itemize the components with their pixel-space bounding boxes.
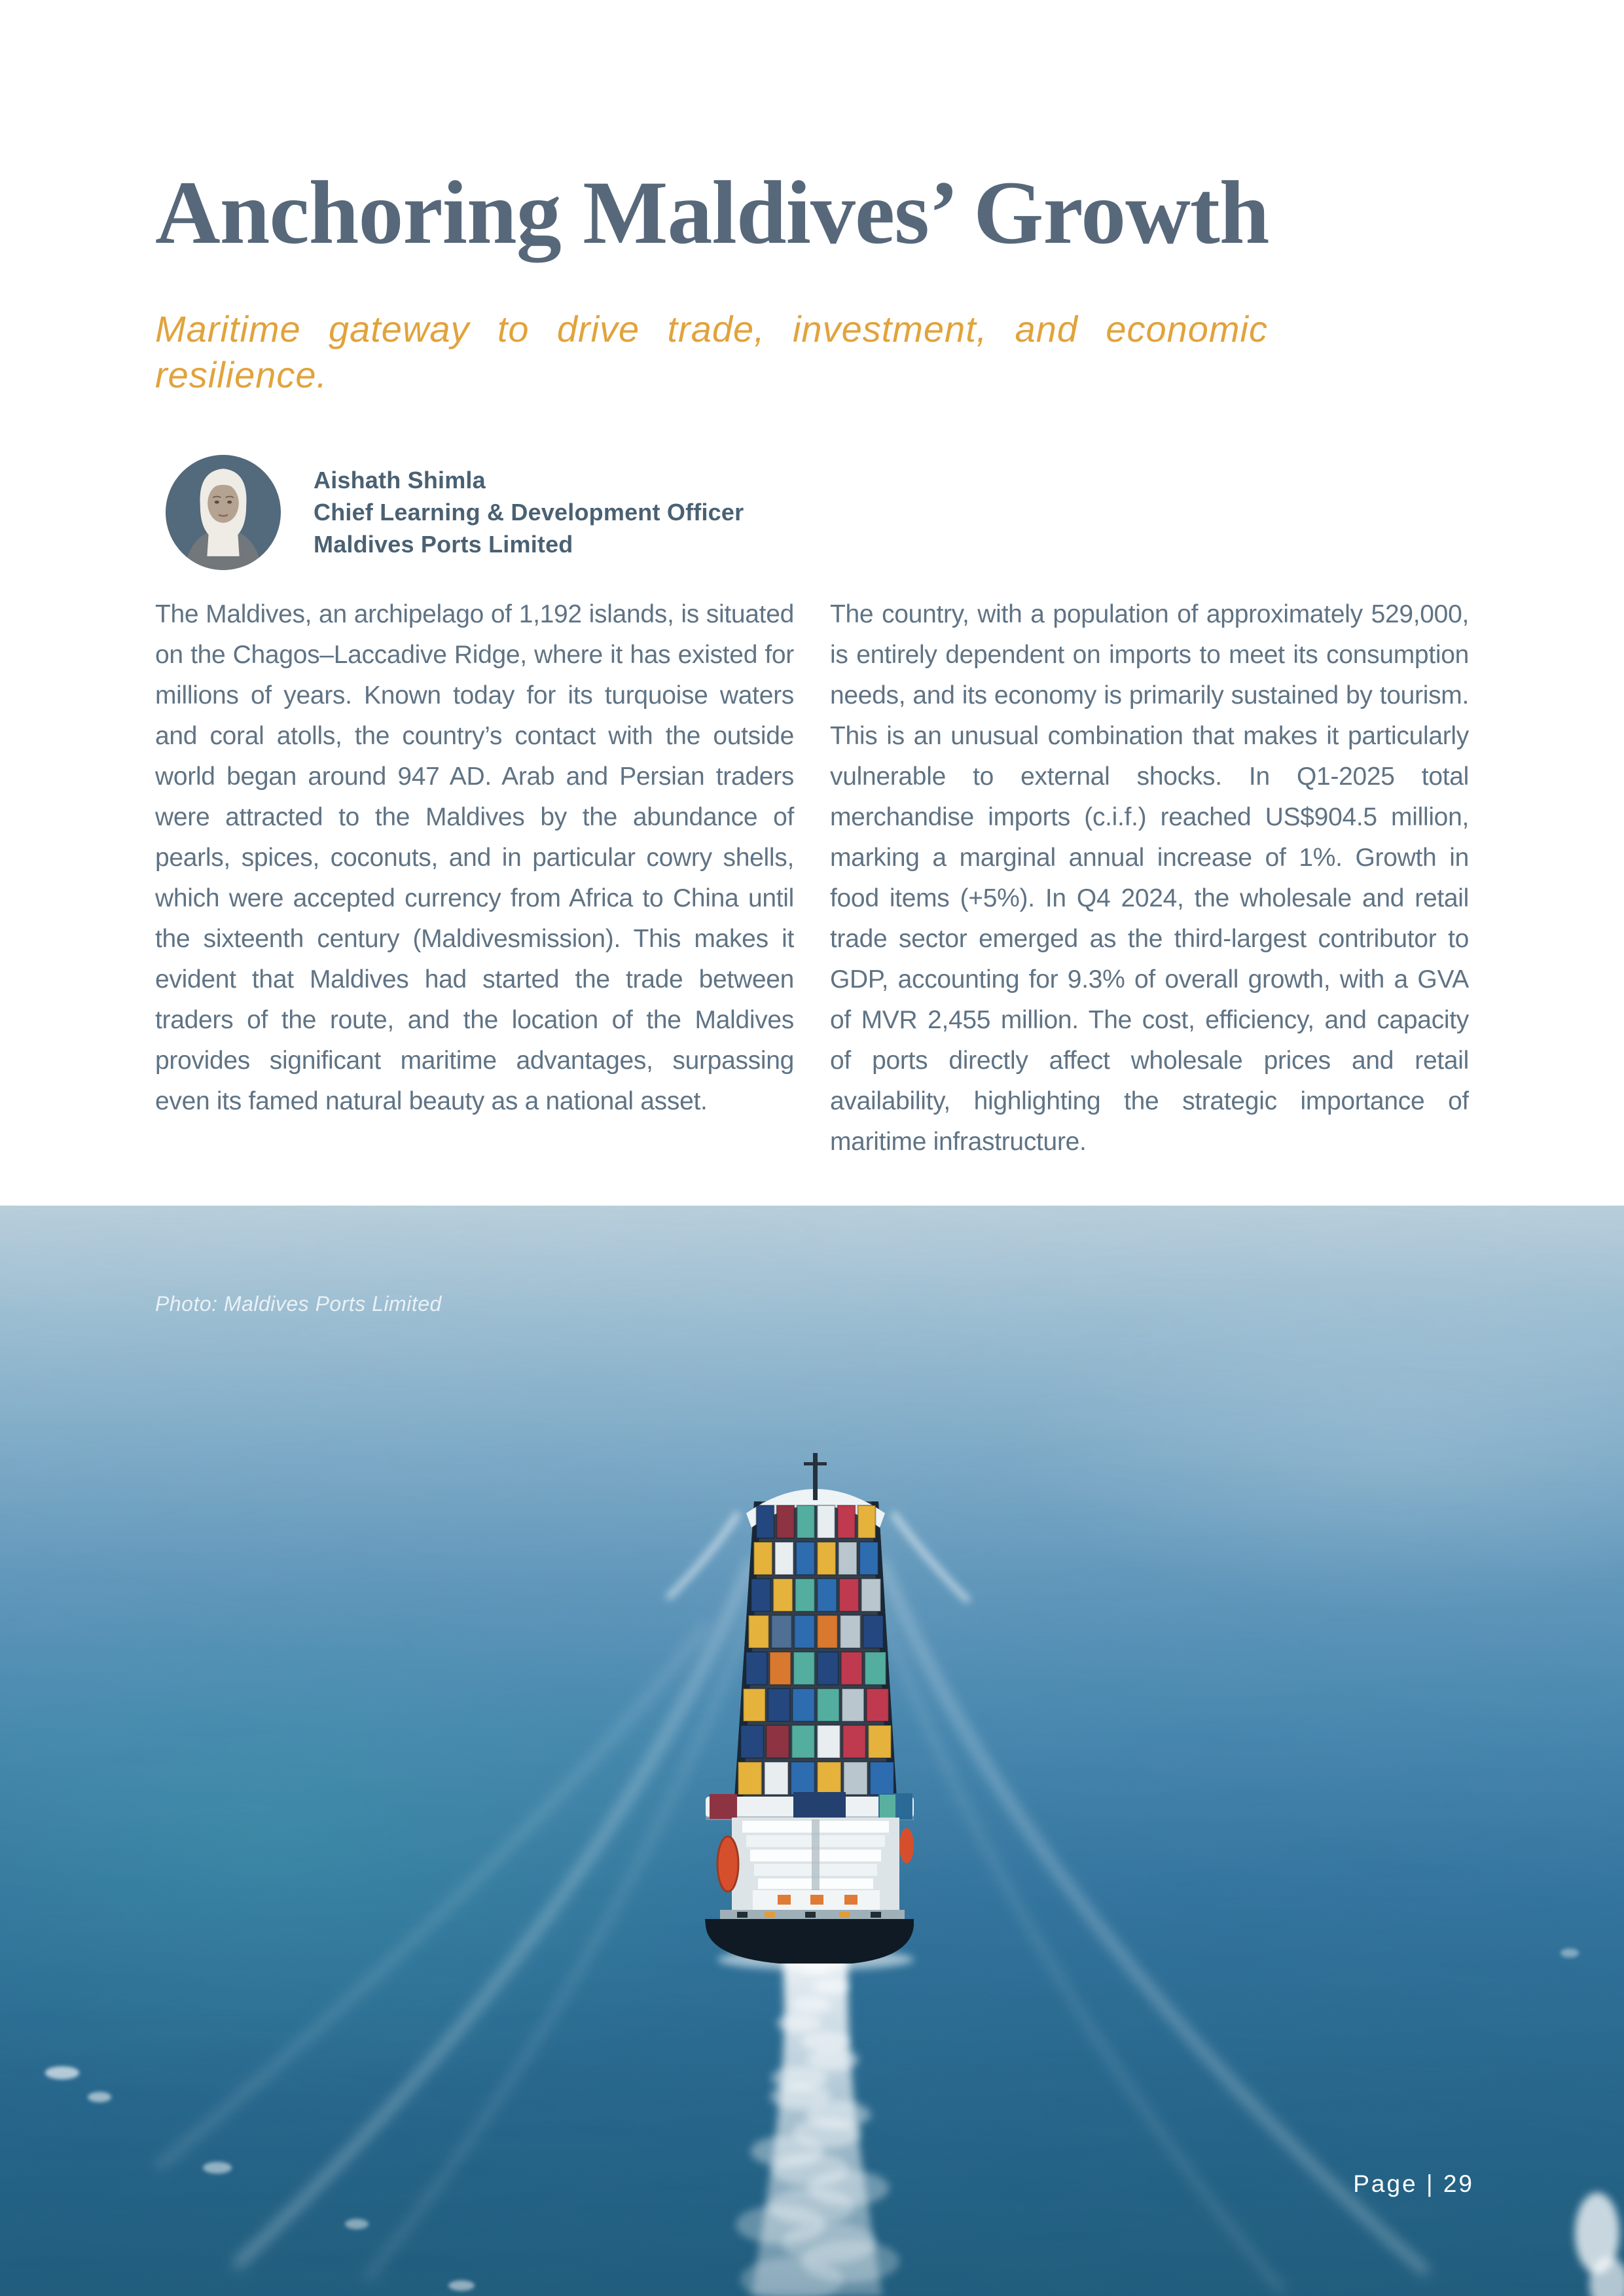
author-avatar: [166, 455, 281, 570]
page-number: Page | 29: [1353, 2170, 1474, 2197]
ocean-photo: [0, 1206, 1624, 2296]
author-name: Aishath Shimla: [314, 467, 486, 493]
photo-credit: Photo: Maldives Ports Limited: [155, 1292, 442, 1316]
bow-mast: [813, 1453, 818, 1500]
superstructure: [706, 1792, 914, 1919]
container-ship-illustration: [0, 1206, 1624, 2296]
page-title: Anchoring Maldives’ Growth: [155, 162, 1269, 262]
author-role: Chief Learning & Development Officer: [314, 499, 744, 526]
lifeboat-left: [717, 1837, 738, 1892]
article-subtitle: [155, 306, 1268, 398]
lifeboat-right: [899, 1828, 914, 1863]
article-body: [155, 594, 1469, 1203]
author-byline: [166, 455, 744, 570]
subtitle-line-1: Maritime gateway to drive trade, investment, and economic: [155, 308, 1268, 350]
stair-well: [812, 1820, 820, 1892]
subtitle-line-2: resilience.: [155, 354, 328, 395]
body-column-left: The Maldives, an archipelago of 1,192 islands, is situated on the Chagos–Laccadive Ridge, where it has existed for millions of years. Known today for its turquoise waters and coral atolls, the country’s contact with the outside world began around 947 AD. Arab and Persian traders were attracted to the Maldives by the abundance of pearls, spices, coconuts, and in particular cowry shells, which were accepted currency from Africa to China until the sixteenth century (Maldivesmission). This makes it evident that Maldives had started the trade between traders of the route, and the location of the Maldives provides significant maritime advantages, surpassing even its famed natural beauty as a national asset.: [155, 600, 794, 1115]
portrait-illustration: [166, 455, 281, 570]
body-column-right: The country, with a population of approximately 529,000, is entirely dependent on imports to meet its consumption needs, and its economy is primarily sustained by tourism. This is an unusual combination that makes it particularly vulnerable to external shocks. In Q1-2025 total merchandise imports (c.i.f.) reached US$904.5 million, marking a marginal annual increase of 1%. Growth in food items (+5%). In Q4 2024, the wholesale and retail trade sector emerged as the third-largest contributor to GDP, accounting for 9.3% of overall growth, with a GVA of MVR 2,455 million. The cost, efficiency, and capacity of ports directly affect wholesale prices and retail availability, highlighting the strategic importance of maritime infrastructure.: [830, 600, 1469, 1156]
author-organization: Maldives Ports Limited: [314, 531, 573, 558]
